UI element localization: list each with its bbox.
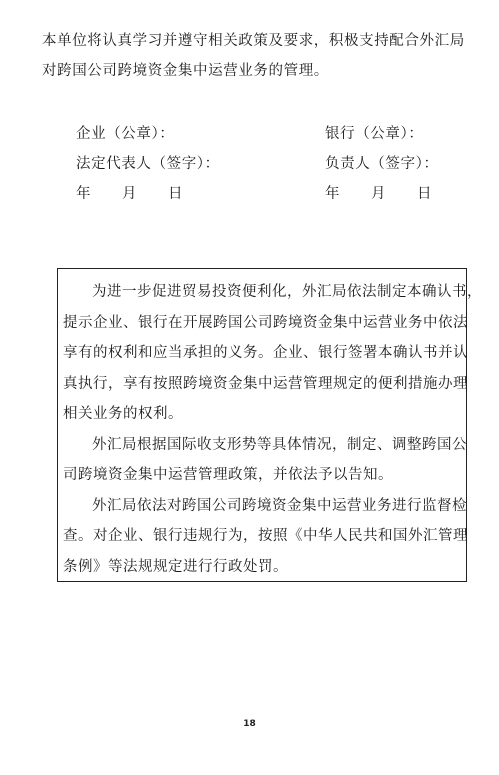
day-label: 日 <box>417 186 433 202</box>
notice-line: 查。对企业、银行违规行为，按照《中华人民共和国外汇管理 <box>63 528 468 544</box>
notice-line: 条例》等法规规定进行行政处罚。 <box>63 558 288 575</box>
notice-line: 真执行，享有按照跨境资金集中运营管理规定的便利措施办理 <box>63 375 468 392</box>
intro-line: 对跨国公司跨境资金集中运营业务的管理。 <box>42 63 329 79</box>
legal-rep-signature-label: 法定代表人（签字）： <box>76 156 220 172</box>
notice-line: 提示企业、银行在开展跨国公司跨境资金集中运营业务中依法 <box>63 314 468 331</box>
notice-line: 为进一步促进贸易投资便利化，外汇局依法制定本确认书， <box>92 284 482 300</box>
enterprise-seal-label: 企业（公章）： <box>76 126 175 142</box>
month-label: 月 <box>122 186 138 202</box>
intro-line: 本单位将认真学习并遵守相关政策及要求，积极支持配合外汇局 <box>42 33 465 49</box>
bank-signature-block <box>325 119 439 209</box>
bank-seal-label: 银行（公章）： <box>325 126 424 142</box>
notice-line: 外汇局根据国际收支形势等具体情况，制定、调整跨国公 <box>92 436 467 453</box>
bank-date-line <box>325 179 439 209</box>
year-label: 年 <box>76 186 92 202</box>
year-label: 年 <box>325 186 341 202</box>
page-number: 18 <box>243 719 256 729</box>
intro-paragraph <box>42 26 465 86</box>
month-label: 月 <box>371 186 387 202</box>
notice-line: 司跨境资金集中运营管理政策，并依法予以告知。 <box>63 467 393 483</box>
notice-line: 外汇局依法对跨国公司跨境资金集中运营业务进行监督检 <box>92 497 467 514</box>
notice-box <box>57 268 482 582</box>
enterprise-signature-block <box>76 119 220 209</box>
notice-line: 相关业务的权利。 <box>63 406 183 422</box>
responsible-person-signature-label: 负责人（签字）： <box>325 156 439 172</box>
day-label: 日 <box>168 186 184 202</box>
enterprise-date-line <box>76 179 220 209</box>
notice-line: 享有的权利和应当承担的义务。企业、银行签署本确认书并认 <box>63 345 468 361</box>
